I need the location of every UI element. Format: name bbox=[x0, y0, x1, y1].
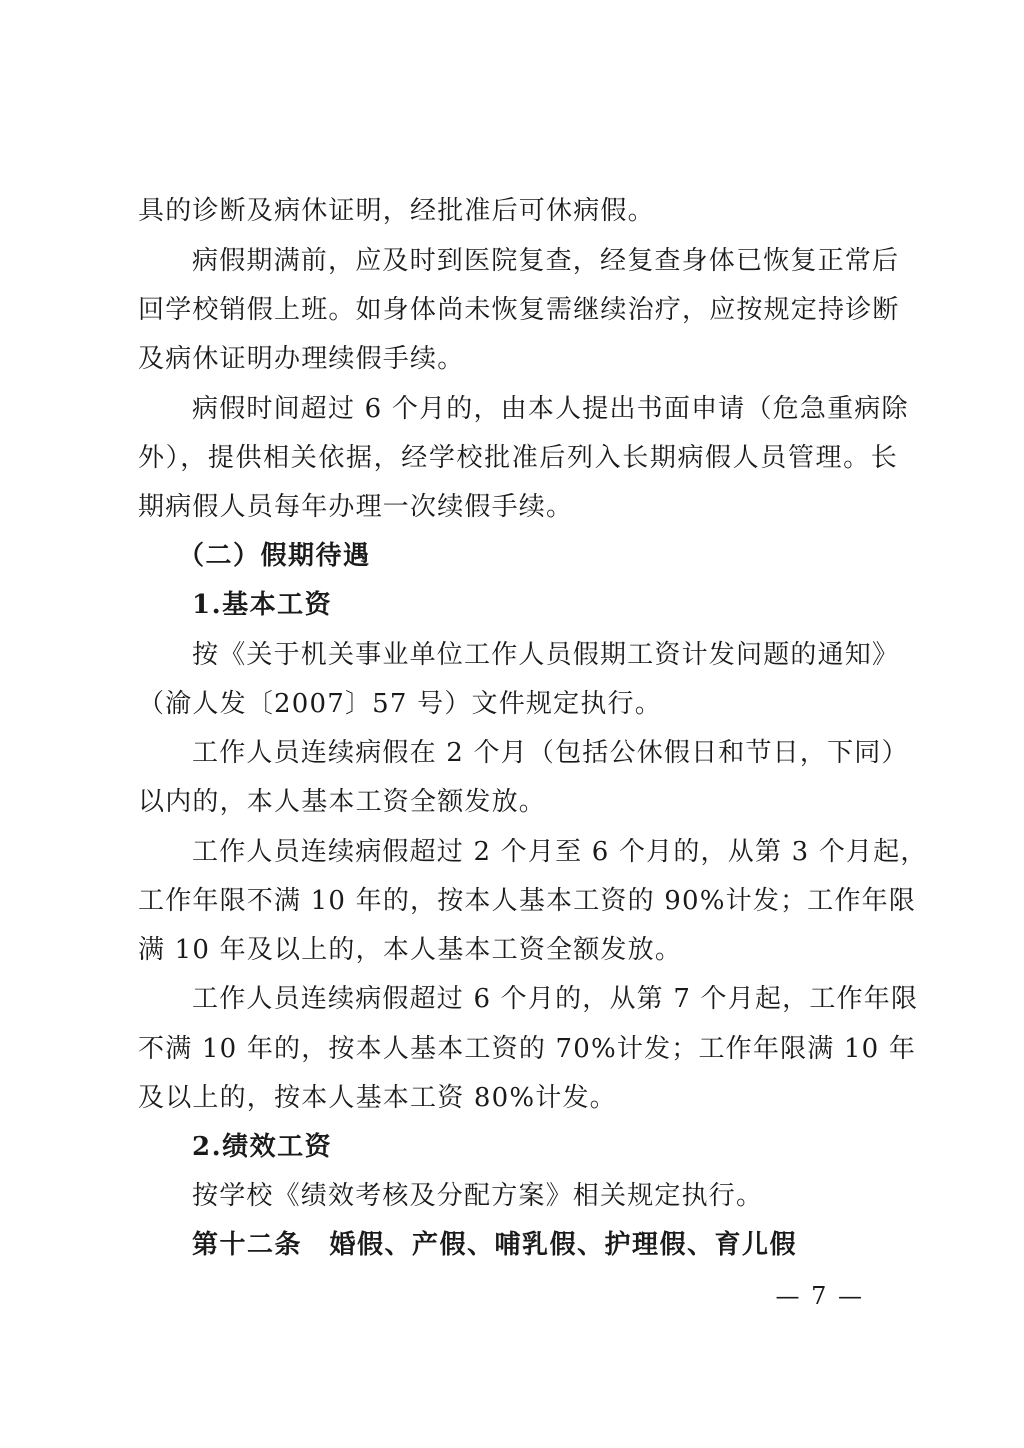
paragraph-line: 外），提供相关依据，经学校批准后列入长期病假人员管理。长 bbox=[138, 443, 898, 473]
subsection-heading: 1.基本工资 bbox=[192, 590, 333, 620]
section-heading: （二）假期待遇 bbox=[178, 541, 371, 571]
article-heading: 第十二条 婚假、产假、哺乳假、护理假、育儿假 bbox=[192, 1230, 798, 1260]
paragraph-line: 病假期满前，应及时到医院复查，经复查身体已恢复正常后 bbox=[192, 246, 900, 276]
page-number: — 7 — bbox=[775, 1282, 864, 1310]
paragraph-line: 工作年限不满 10 年的，按本人基本工资的 90%计发；工作年限 bbox=[138, 886, 917, 916]
paragraph-line: 工作人员连续病假超过 6 个月的，从第 7 个月起，工作年限 bbox=[192, 984, 919, 1014]
paragraph-line: 期病假人员每年办理一次续假手续。 bbox=[138, 492, 574, 522]
paragraph-line: （渝人发〔2007〕57 号）文件规定执行。 bbox=[138, 689, 662, 719]
paragraph-line: 回学校销假上班。如身体尚未恢复需继续治疗，应按规定持诊断 bbox=[138, 295, 900, 325]
paragraph-line: 工作人员连续病假在 2 个月（包括公休假日和节日，下同） bbox=[192, 738, 909, 768]
paragraph-line: 按学校《绩效考核及分配方案》相关规定执行。 bbox=[192, 1181, 764, 1211]
paragraph-line: 病假时间超过 6 个月的，由本人提出书面申请（危急重病除 bbox=[192, 394, 909, 424]
paragraph-line: 不满 10 年的，按本人基本工资的 70%计发；工作年限满 10 年 bbox=[138, 1034, 917, 1064]
paragraph-line: 及以上的，按本人基本工资 80%计发。 bbox=[138, 1083, 617, 1113]
subsection-heading: 2.绩效工资 bbox=[192, 1132, 333, 1162]
paragraph-line: 具的诊断及病休证明，经批准后可休病假。 bbox=[138, 196, 655, 226]
paragraph-line: 工作人员连续病假超过 2 个月至 6 个月的，从第 3 个月起， bbox=[192, 837, 928, 867]
paragraph-line: 以内的，本人基本工资全额发放。 bbox=[138, 787, 547, 817]
paragraph-line: 满 10 年及以上的，本人基本工资全额发放。 bbox=[138, 935, 683, 965]
paragraph-line: 及病休证明办理续假手续。 bbox=[138, 344, 465, 374]
paragraph-line: 按《关于机关事业单位工作人员假期工资计发问题的通知》 bbox=[192, 640, 900, 670]
